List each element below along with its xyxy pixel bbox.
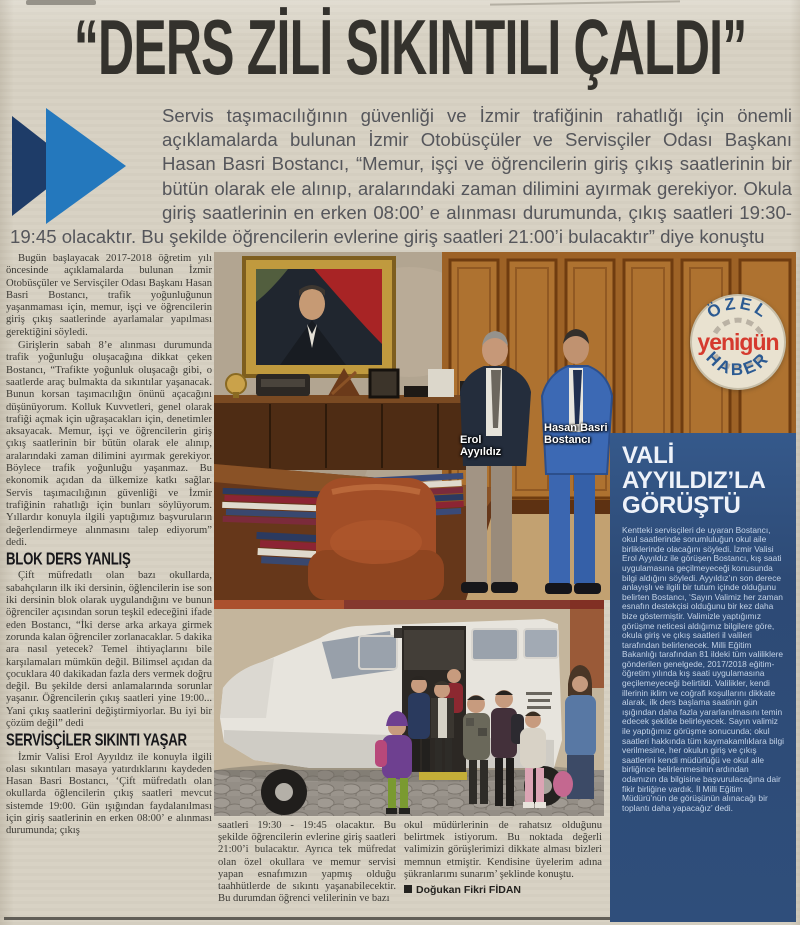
person-label-erol-ayyildiz: Erol Ayyıldız: [460, 434, 502, 459]
section-heading-blok-ders: BLOK DERS YANLIŞ: [6, 549, 131, 569]
lead-paragraph: [10, 104, 792, 249]
sidebar-body: Kentteki servisçileri de uyaran Bostancı, okul saatlerinde sorumluluğun okul aile birliklerinde olacağını söyledi. İzmir Valisi Erol Ayyıldız ile görüşen Bostancı, kış saati uygulamasına geçilmeyeceği konusunda bilgi aldığını söyledi. Ayyıldız’ın son derece anlayışlı ve ilgili bir tutum içinde olduğunu belirten Bostancı, ‘Sayın Valimiz her zaman esnafın destekçisi olduğunu bir kez daha bize göstermiştir. Valimizle yaptığımız görüşme neticesi aldığımız bilgilere göre, okula giriş ve çıkış saatleri il valileri tarafından belirlenecek. Milli Eğitim Bakanlığı tarafından 81 ildeki tüm valiliklere gönderilen genelgede, 2017/2018 eğitim-öğretim yılında kış saati uygulamasına geçilemeyeceği belirtildi. Valilikler, kendi illerinin iklim ve coğrafi koşullarını dikkate alarak, ilk ders başlama saatinin gün ışığından daha fazla yararlanılmasını temin edecek şekilde belirleyecek. Sayın valimiz ile yaptığımız görüşme sonucunda; okul saatleri hakkında tüm kaymakamlıklara bilgi verilmesine, her okulun giriş ve çıkış saatlerini kendi müdürlüğü ve okul aile birliğince belirlenmesinin ardından odamızın da bilgisine başvurulacağına dair fikir birliğine vardık. İl Milli Eğitim Müdürü’nün de görüşünün alınacağı bir toplantı daha yapacağız’ dedi.: [622, 524, 784, 813]
paragraph: Çift müfredatlı olan bazı okullarda, sabahçıların ilk iki dersinin, öğlencilerin ise son iki dersinin blok olarak uygulandığını ve bunun öğrenciler açısından sorun teşkil edeceğini ifade eden Bostancı, “İki derse arka arkaya girmek zorunda kalan öğrenciler zorlanacaklar. 5 dakika ara nasıl yetecek? Temel ihtiyaçlarını bile karşılamaları mümkün değil. Bilimsel açıdan da çocuklara 40 dakikadan fazla ders vermek doğru değil. Bu şekilde dersi anlamalarında sorunlar yaşanır. Öğrencilerin çıkış saatleri yine 19:00... Yani çıkış saatlerini değiştirmiyorlar. Bu iyi bir çözüm değil” dedi: [6, 570, 212, 729]
yenigun-ozel-haber-badge: [688, 292, 788, 392]
section-heading-servisciler: SERVİSÇİLER SIKINTI YAŞAR: [6, 730, 187, 750]
sidebar-title: VALİ AYYILDIZ’LA GÖRÜŞTÜ: [622, 442, 765, 520]
bottom-column-right: [404, 820, 602, 896]
paragraph: İzmir Valisi Erol Ayyıldız ile konuyla ilgili olası sıkıntıları masaya yatırdıklarını kaydeden Hasan Basri Bostancı, ‘Çift müfredatlı olan okullarda öğlencilerin çıkış saatleri mevcut sistemde 19:00. Gün ışığından faydalanılması için giriş saatlerinin en erken 08:00’ e alınması durumunda; çıkış: [6, 751, 212, 837]
badge-top-text: ÖZEL: [703, 293, 773, 323]
school-service-bus-photo: [214, 600, 604, 816]
headline-text: “DERS ZİLİ SIKINTILI ÇALDI”: [73, 3, 747, 91]
article-column-left: [6, 253, 212, 839]
bottom-column-middle: saatleri 19:30 - 19:45 olacaktır. Bu şekilde öğrencilerin evlerine giriş saatleri 21:00’i bulacaktır. Ayrıca tek müfredat olan özel okullara ve memur servisi yapan esnafımızın yapmış olduğu taahhütlerde de sıkıntı yaşanabilecektir. Bu durumdan öğrenci velilerinin ve bazı: [218, 820, 396, 905]
badge-bottom-text: HABER: [702, 347, 774, 380]
bottom-column-right-text: okul müdürlerinin de rahatsız olduğunu belirtmek istiyorum. Bu noktada değerli valimizin görüşlerimizi dikkate alması bizleri memnun etmiştir. Kendisine üyelerim adına şükranlarımı sunarım’ şeklinde konuştu.: [404, 820, 602, 880]
lead-text: Servis taşımacılığının güvenliği ve İzmir trafiğinin rahatlığı için önemli açıklamalarda bulunan İzmir Otobüsçüler ve Servisçiler Odası Başkanı Hasan Basri Bostancı, “Memur, işçi ve öğrencilerin giriş çıkış saatlerinin bir bütün olarak ele alınıp, aralarındaki zaman dilimini ayırmak gerekiyor. Okula giriş saatlerinin en erken 08:00’ e alınması durumunda, çıkış saatleri 19:30-19:45 olacaktır. Bu şekilde öğrencilerin evlerine giriş saatleri 21:00’i bulacaktır” diye konuştu: [10, 105, 792, 248]
paragraph: Bugün başlayacak 2017-2018 öğretim yılı öncesinde açıklamalarda bulunan İzmir Otobüsçüler ve Servisçiler Odası Başkanı Hasan Basri Bostancı, trafik yoğunluğunun yaşanmaması için, memur, işçi ve öğrencilerin giriş çıkış saatlerinde ayarlamalar yapılması gerektiğini söyledi.: [6, 253, 212, 338]
paragraph: Girişlerin sabah 8’e alınması durumunda trafik yoğunluğu oluşacağına dikkat çeken Bostancı, “Trafikte yoğunluk oluşacağı gibi, o saatlerde araç bulmakta da sıkıntılar yaşanacak. Bunun korsan taşımacılığın önünü açacağını düşünüyorum. Kolluk Kuvvetleri, genel olarak trafiği açmak için uğraşacakları için, denetimler aksayacak. Memur, işçi ve öğrencilerin giriş çıkış saatlerinin bir bütün olarak ele alınıp, aralarındaki zaman dilimini ayırmak gerekiyor. Böylece trafik yoğunluğu yaşanmaz. Bu ekonomik açıdan da ülkemize katkı sağlar. Servis taşımacılığının güvenliği ve İzmir trafiğinin rahatlığı için bunları söylüyorum. Yıllardır konuyla ilgili yaptığımız başvuruların değerlendirmeye alınmasını talep ediyorum” dedi.: [6, 340, 212, 548]
person-label-hasan-basri-bostanci: Hasan Basri Bostancı: [544, 422, 608, 447]
sidebar-vali-gorustu: [610, 433, 796, 922]
headline: [0, 3, 800, 91]
byline: Doğukan Fikri FİDAN: [404, 884, 602, 896]
badge-brand-text: yenigün: [697, 329, 779, 355]
double-arrow-icon: [10, 104, 162, 204]
